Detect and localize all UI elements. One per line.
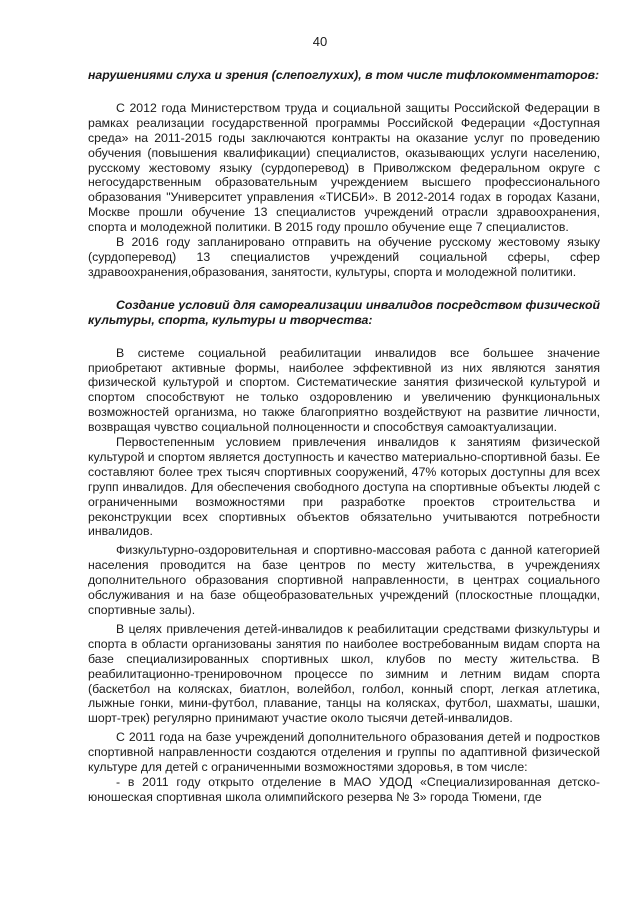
paragraph-2011: С 2011 года на базе учреждений дополнительного образования детей и подростков спортивной направленности создаются отделения и группы по адаптивной физической культуре для детей с ограниченными возможностями здоровья, в том числе: — [88, 730, 600, 775]
paragraph-children: В целях привлечения детей-инвалидов к реабилитации средствами физкультуры и спорта в области организованы занятия по наиболее востребованным видам спорта на базе специализированных спортивных школ, клубов по месту жительства. В реабилитационно-тренировочном процессе по зимним и летним видам спорта (баскетбол на колясках, биатлон, волейбол, голбол, конный спорт, легкая атлетика, лыжные гонки, мини-футбол, плавание, танцы на колясках, футбол, шахматы, шашки, шорт-трек) регулярно принимают участие около тысячи детей-инвалидов. — [88, 621, 600, 726]
bullet-2011: - в 2011 году открыто отделение в МАО УДОД «Специализированная детско-юношеская спортивная школа олимпийского резерва № 3» города Тюмени, где — [88, 774, 600, 804]
paragraph-2012: С 2012 года Министерством труда и социальной защиты Российской Федерации в рамках реализации государственной программы Российской Федерации «Доступная среда» на 2011-2015 годы заключаются контракты на оказание услуг по проведению обучения (повышения квалификации) специалистов, оказывающих услуги населению, русскому жестовому языку (сурдоперевод) в Приволжском федеральном округе с негосударственным образовательным учреждением высшего профессионального образования "Университет управления «ТИСБИ». В 2012-2014 годах в городах Казани, Москве прошли обучение 13 специалистов учреждений отрасли здравоохранения, спорта и молодежной политики. В 2015 году прошло обучение еще 7 специалистов. — [88, 100, 600, 235]
document-body — [88, 68, 600, 805]
paragraph-fitness-work: Физкультурно-оздоровительная и спортивно-массовая работа с данной категорией населения проводится на базе центров по месту жительства, в учреждениях дополнительного образования спортивной направленности, в центрах социального обслуживания и на базе общеобразовательных учреждений (плоскостные площадки, спортивные залы). — [88, 543, 600, 617]
paragraph-2016: В 2016 году запланировано отправить на обучение русскому жестовому языку (сурдоперевод) 13 специалистов учреждений социальной сферы, сфер здравоохранения,образования, занятости, культуры, спорта и молодежной политики. — [88, 235, 600, 279]
paragraph-rehabilitation: В системе социальной реабилитации инвалидов все большее значение приобретают активные формы, наиболее эффективной из них являются занятия физической культурой и спортом. Систематические занятия физической культурой и спортом способствуют не только оздоровлению и увеличению функциональных возможностей организма, но также благоприятно воздействуют на развитие личности, возвращая чувство социальной полноценности и способствуя самоактуализации. — [88, 345, 600, 435]
heading-continuation: нарушениями слуха и зрения (слепоглухих), в том числе тифлокомментаторов: — [88, 68, 600, 82]
section-heading: Создание условий для самореализации инвалидов посредством физической культуры, спорта, культуры и творчества: — [88, 297, 600, 327]
paragraph-primary-condition: Первостепенным условием привлечения инвалидов к занятиям физической культурой и спортом является доступность и качество материально-спортивной базы. Ее составляют более трех тысяч спортивных сооружений, 47% которых доступны для всех групп инвалидов. Для обеспечения свободного доступа на спортивные объекты людей с ограниченными возможностями при разработке проектов строительства и реконструкции всех спортивных объектов обязательно учитываются потребности инвалидов. — [88, 435, 600, 539]
page-number: 40 — [312, 34, 328, 49]
